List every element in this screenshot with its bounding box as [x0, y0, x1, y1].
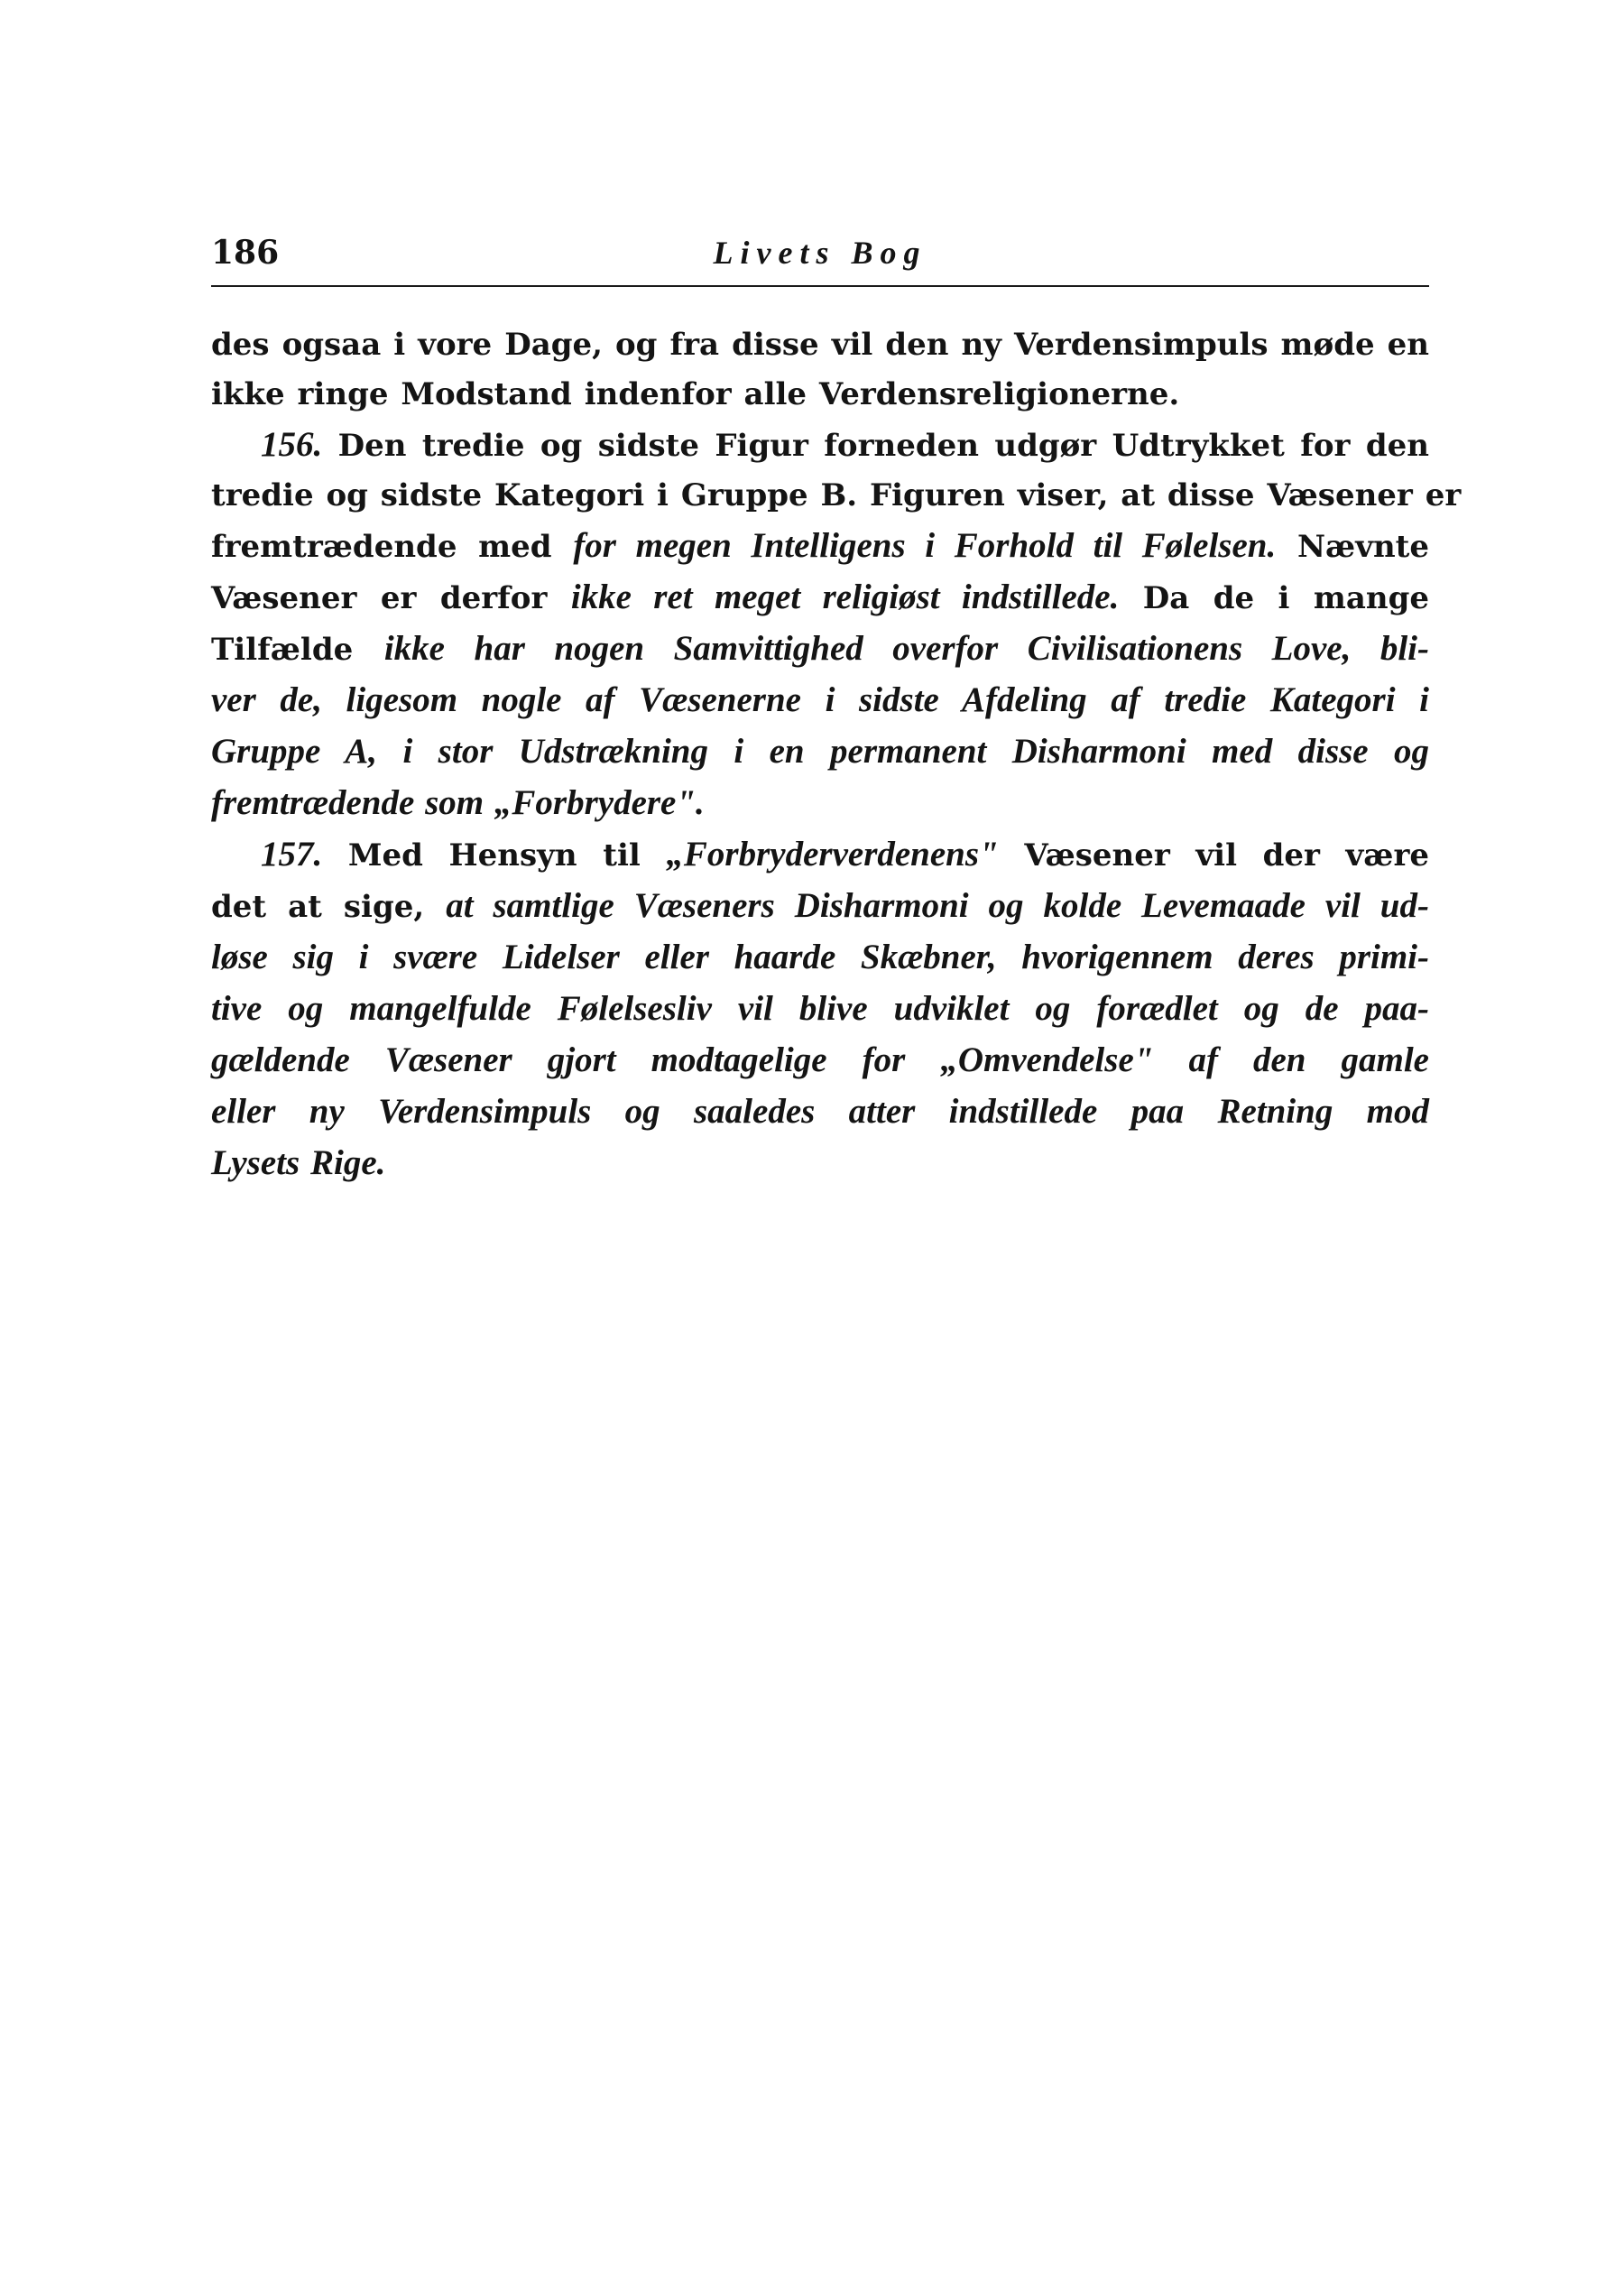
paragraph-number: 157. — [261, 835, 323, 874]
italic-run: Gruppe A, i stor Udstrækning i en permanent Disharmoni med disse og — [211, 732, 1429, 771]
text-run: Med Hensyn til — [322, 837, 667, 874]
body-text — [211, 320, 1462, 1189]
running-header — [211, 231, 1429, 287]
text-run: tredie og sidste Kategori i Gruppe B. Figuren viser, at disse Væsener er — [211, 477, 1462, 513]
italic-run: fremtrædende som „Forbrydere". — [211, 783, 705, 822]
italic-run: gældende Væsener gjort modtagelige for „Omvendelse" af den gamle — [211, 1040, 1429, 1079]
text-line — [211, 1086, 1429, 1138]
text-line — [211, 521, 1429, 572]
italic-run: „Forbryderverdenens" — [666, 835, 999, 874]
paragraph-number: 156. — [261, 425, 323, 464]
text-line — [211, 1035, 1429, 1086]
text-line — [211, 932, 1429, 984]
text-run: Da de i mange — [1119, 580, 1430, 616]
text-line — [211, 984, 1429, 1035]
text-run: Væsener vil der være — [998, 837, 1429, 874]
italic-run: ver de, ligesom nogle af Væsenerne i sidste Afdeling af tredie Kategori i — [211, 680, 1429, 719]
text-run: Den tredie og sidste Figur forneden udgør Udtrykket for den — [322, 428, 1429, 464]
italic-run: eller ny Verdensimpuls og saaledes atter indstillede paa Retning mod — [211, 1092, 1429, 1131]
italic-run: at samtlige Væseners Disharmoni og kolde Levemaade vil ud- — [446, 886, 1429, 925]
text-run: des ogsaa i vore Dage, og fra disse vil den ny Verdensimpuls møde en — [211, 327, 1429, 363]
italic-run: løse sig i svære Lidelser eller haarde Skæbner, hvorigennem deres primi- — [211, 938, 1429, 976]
text-line — [211, 675, 1429, 726]
text-line — [211, 370, 1429, 420]
text-line — [211, 624, 1429, 675]
text-run: Nævnte — [1276, 529, 1430, 565]
italic-run: tive og mangelfulde Følelsesliv vil blive udviklet og forædlet og de paa- — [211, 989, 1429, 1028]
text-line — [211, 1138, 1429, 1189]
text-line — [211, 881, 1429, 932]
running-title: Livets Bog — [713, 235, 927, 271]
paragraph-157-start — [211, 829, 1429, 881]
text-run: det at sige, — [211, 889, 447, 925]
page-number: 186 — [211, 234, 280, 272]
text-run: ikke ringe Modstand indenfor alle Verdensreligionerne. — [211, 376, 1180, 412]
text-run: Tilfælde — [211, 632, 384, 668]
text-line — [211, 726, 1429, 778]
text-line — [211, 471, 1462, 521]
text-line — [211, 572, 1429, 624]
text-run: fremtrædende med — [211, 529, 574, 565]
paragraph-156-start — [211, 420, 1429, 471]
italic-run: ikke ret meget religiøst indstillede. — [570, 578, 1120, 616]
italic-run: Lysets Rige. — [211, 1143, 386, 1182]
italic-run: for megen Intelligens i Forhold til Følelsen. — [573, 526, 1277, 565]
text-line — [211, 778, 1429, 829]
text-line — [211, 320, 1429, 370]
italic-run: ikke har nogen Samvittighed overfor Civilisationens Love, bli- — [383, 629, 1429, 668]
text-run: Væsener er derfor — [211, 580, 571, 616]
